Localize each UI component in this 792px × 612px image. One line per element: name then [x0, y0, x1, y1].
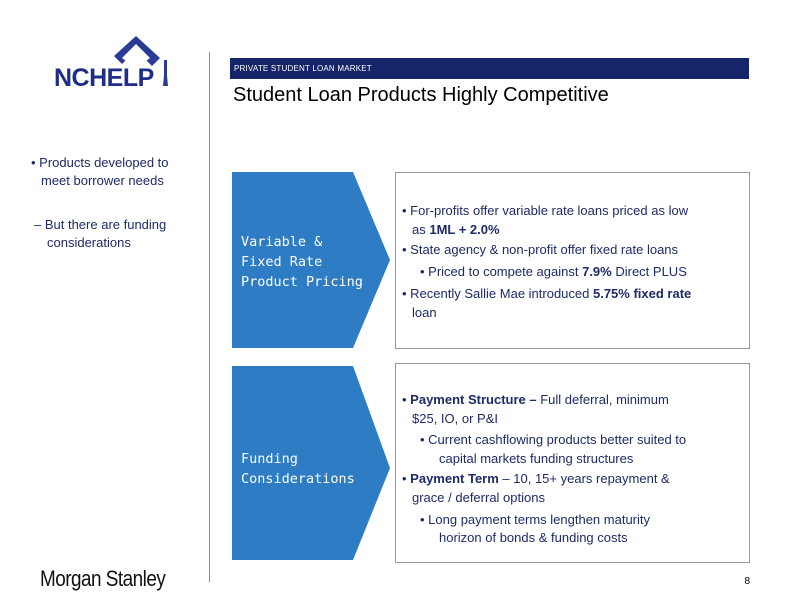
left-sub-bullet-1-line-1: – But there are funding [34, 217, 167, 232]
logo-text: NCHELP [54, 64, 154, 92]
panel2-line-3: • Current cashflowing products better suited to [420, 432, 687, 447]
panel2-line-5: • Payment Term – 10, 15+ years repayment & [402, 471, 670, 486]
panel-pricing [395, 172, 750, 349]
left-sub-bullet-1 [34, 216, 166, 252]
panel2-line-7: • Long payment terms lengthen maturity [420, 512, 651, 527]
chevron-2-label-line-1: Funding [241, 451, 298, 467]
panel1-line-1: • For-profits offer variable rate loans priced as low [402, 203, 689, 218]
left-bullet-1-line-2: meet borrower needs [41, 173, 164, 188]
header-label: PRIVATE STUDENT LOAN MARKET [234, 64, 372, 73]
page-number: 8 [744, 576, 750, 587]
chevron-2-label-line-2: Considerations [241, 471, 355, 487]
nchelp-logo [52, 30, 182, 90]
chevron-1-label-line-1: Variable & [241, 234, 323, 250]
panel2-line-2: $25, IO, or P&I [412, 411, 498, 426]
left-sub-bullet-1-line-2: considerations [47, 235, 131, 250]
panel1-line-4: • Priced to compete against 7.9% Direct PLUS [420, 264, 687, 279]
left-bullet-1 [31, 154, 169, 190]
panel1-line-5: • Recently Sallie Mae introduced 5.75% fixed rate [402, 286, 692, 301]
panel1-line-3: • State agency & non-profit offer fixed rate loans [402, 242, 679, 257]
chevron-1-label-line-3: Product Pricing [241, 274, 363, 290]
vertical-divider [209, 52, 210, 582]
panel1-line-2: as 1ML + 2.0% [412, 222, 500, 237]
panel2-line-1: • Payment Structure – Full deferral, minimum [402, 392, 669, 407]
morgan-stanley-logo: Morgan Stanley [40, 566, 166, 591]
panel2-line-4: capital markets funding structures [439, 451, 634, 466]
chevron-1-label [241, 232, 363, 292]
chevron-2-label [241, 449, 355, 489]
chevron-1-label-line-2: Fixed Rate [241, 254, 323, 270]
page-title: Student Loan Products Highly Competitive [233, 84, 609, 106]
left-bullet-1-line-1: • Products developed to [31, 155, 169, 170]
panel2-line-6: grace / deferral options [412, 490, 545, 505]
panel1-line-6: loan [412, 305, 437, 320]
panel2-line-8: horizon of bonds & funding costs [439, 530, 628, 545]
chevron-shapes [232, 172, 392, 562]
